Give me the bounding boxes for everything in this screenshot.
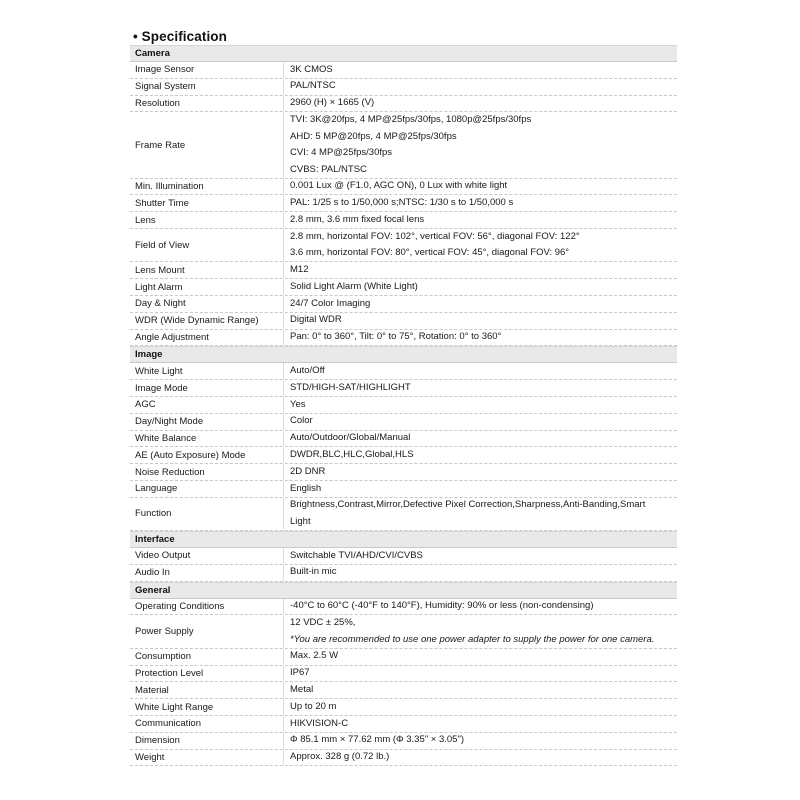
spec-row <box>130 62 677 79</box>
spec-label: Lens Mount <box>130 262 284 278</box>
spec-value-line: Up to 20 m <box>290 700 337 712</box>
spec-value <box>284 750 677 766</box>
spec-label: Resolution <box>130 96 284 112</box>
spec-value <box>284 565 677 581</box>
spec-value-line: 2D DNR <box>290 465 326 477</box>
spec-value <box>284 548 677 564</box>
spec-value-line: TVI: 3K@20fps, 4 MP@25fps/30fps, 1080p@25fps/30fps <box>290 114 532 126</box>
spec-label: Power Supply <box>130 615 284 647</box>
spec-row <box>130 96 677 113</box>
spec-value <box>284 262 677 278</box>
spec-label: Material <box>130 682 284 698</box>
spec-row <box>130 666 677 683</box>
spec-row <box>130 565 677 582</box>
spec-value-line: 0.001 Lux @ (F1.0, AGC ON), 0 Lux with white light <box>290 180 508 192</box>
spec-row <box>130 733 677 750</box>
spec-note: *You are recommended to use one power adapter to supply the power for one camera. <box>290 633 655 645</box>
spec-value-line: Digital WDR <box>290 314 342 326</box>
spec-value <box>284 313 677 329</box>
spec-value-line: Yes <box>290 398 306 410</box>
section-header-camera: Camera <box>130 45 677 62</box>
spec-value <box>284 414 677 430</box>
spec-value-line: 2.8 mm, 3.6 mm fixed focal lens <box>290 213 425 225</box>
spec-value-line: Pan: 0° to 360°, Tilt: 0° to 75°, Rotation: 0° to 360° <box>290 331 502 343</box>
spec-value-line: Built-in mic <box>290 566 337 578</box>
spec-label: White Light <box>130 363 284 379</box>
spec-label: Function <box>130 498 284 530</box>
spec-value-line: Light <box>290 515 311 527</box>
spec-value-line: CVI: 4 MP@25fps/30fps <box>290 147 393 159</box>
spec-value-line: Auto/Outdoor/Global/Manual <box>290 432 411 444</box>
spec-row <box>130 380 677 397</box>
spec-row <box>130 179 677 196</box>
spec-label: Shutter Time <box>130 195 284 211</box>
spec-value-line: DWDR,BLC,HLC,Global,HLS <box>290 449 414 460</box>
spec-value <box>284 380 677 396</box>
spec-label: Min. Illumination <box>130 179 284 195</box>
spec-label: White Light Range <box>130 699 284 715</box>
spec-row <box>130 599 677 616</box>
spec-value <box>284 431 677 447</box>
spec-value <box>284 330 677 346</box>
spec-row <box>130 212 677 229</box>
spec-value <box>284 481 677 497</box>
spec-value-line: Color <box>290 415 313 427</box>
spec-value <box>284 682 677 698</box>
spec-row <box>130 682 677 699</box>
spec-label: Audio In <box>130 565 284 581</box>
spec-value <box>284 112 677 177</box>
spec-value-line: 24/7 Color Imaging <box>290 297 371 309</box>
specification-table <box>130 45 677 766</box>
spec-row <box>130 464 677 481</box>
spec-row <box>130 716 677 733</box>
spec-value-line: CVBS: PAL/NTSC <box>290 163 367 175</box>
spec-label: Consumption <box>130 649 284 665</box>
spec-row <box>130 397 677 414</box>
spec-label: Day/Night Mode <box>130 414 284 430</box>
spec-label: Field of View <box>130 229 284 261</box>
spec-row <box>130 262 677 279</box>
spec-value <box>284 279 677 295</box>
spec-value-line: 3.6 mm, horizontal FOV: 80°, vertical FOV: 45°, diagonal FOV: 96° <box>290 247 570 259</box>
spec-value <box>284 464 677 480</box>
spec-label: Lens <box>130 212 284 228</box>
spec-value-line: AHD: 5 MP@20fps, 4 MP@25fps/30fps <box>290 130 457 142</box>
spec-value <box>284 229 677 261</box>
spec-row <box>130 363 677 380</box>
spec-row <box>130 548 677 565</box>
spec-row <box>130 79 677 96</box>
spec-value <box>284 397 677 413</box>
spec-label: Operating Conditions <box>130 599 284 615</box>
spec-value-line: 2960 (H) × 1665 (V) <box>290 97 375 109</box>
spec-value <box>284 666 677 682</box>
spec-value-line: Approx. 328 g (0.72 lb.) <box>290 751 390 763</box>
spec-value <box>284 79 677 95</box>
spec-value <box>284 212 677 228</box>
spec-value <box>284 447 677 463</box>
spec-value <box>284 96 677 112</box>
spec-value-line: -40°C to 60°C (-40°F to 140°F), Humidity: 90% or less (non-condensing) <box>290 600 594 612</box>
section-header-image: Image <box>130 346 677 363</box>
spec-value-line: 3K CMOS <box>290 63 333 75</box>
spec-value <box>284 498 677 530</box>
spec-label: Dimension <box>130 733 284 749</box>
spec-label: Language <box>130 481 284 497</box>
spec-value-line: Brightness,Contrast,Mirror,Defective Pixel Correction,Sharpness,Anti-Banding,Smart <box>290 499 646 511</box>
spec-value <box>284 649 677 665</box>
spec-value-line: 12 VDC ± 25%, <box>290 617 356 629</box>
spec-row <box>130 699 677 716</box>
spec-row <box>130 279 677 296</box>
spec-value-line: Φ 85.1 mm × 77.62 mm (Φ 3.35" × 3.05") <box>290 734 464 746</box>
spec-label: Noise Reduction <box>130 464 284 480</box>
spec-label: Image Mode <box>130 380 284 396</box>
spec-value <box>284 699 677 715</box>
spec-label: Light Alarm <box>130 279 284 295</box>
spec-label: WDR (Wide Dynamic Range) <box>130 313 284 329</box>
spec-value <box>284 599 677 615</box>
spec-value-line: English <box>290 482 322 494</box>
spec-row <box>130 447 677 464</box>
section-header-general: General <box>130 582 677 599</box>
spec-label: Video Output <box>130 548 284 564</box>
spec-label: Angle Adjustment <box>130 330 284 346</box>
spec-value-line: HIKVISION-C <box>290 717 349 729</box>
spec-label: AGC <box>130 397 284 413</box>
spec-value <box>284 179 677 195</box>
spec-label: Signal System <box>130 79 284 95</box>
spec-value-line: PAL: 1/25 s to 1/50,000 s;NTSC: 1/30 s to 1/50,000 s <box>290 197 514 209</box>
spec-value <box>284 296 677 312</box>
spec-row <box>130 112 677 178</box>
spec-value-line: PAL/NTSC <box>290 80 336 92</box>
spec-value <box>284 62 677 78</box>
spec-value-line: Max. 2.5 W <box>290 650 339 662</box>
spec-value-line: Auto/Off <box>290 365 325 377</box>
spec-value <box>284 733 677 749</box>
spec-value <box>284 716 677 732</box>
spec-value-line: STD/HIGH-SAT/HIGHLIGHT <box>290 381 411 393</box>
spec-value-line: M12 <box>290 264 309 276</box>
spec-value-line: Switchable TVI/AHD/CVI/CVBS <box>290 549 423 561</box>
spec-value-line: Solid Light Alarm (White Light) <box>290 280 418 292</box>
spec-row <box>130 195 677 212</box>
spec-label: Frame Rate <box>130 112 284 177</box>
spec-label: Weight <box>130 750 284 766</box>
spec-label: Communication <box>130 716 284 732</box>
spec-row <box>130 615 677 648</box>
spec-row <box>130 431 677 448</box>
spec-label: Protection Level <box>130 666 284 682</box>
spec-value <box>284 615 677 647</box>
spec-row <box>130 649 677 666</box>
spec-label: AE (Auto Exposure) Mode <box>130 447 284 463</box>
page-title: • Specification <box>133 29 227 44</box>
spec-value-line: IP67 <box>290 667 310 679</box>
spec-row <box>130 229 677 262</box>
spec-value-line: Metal <box>290 683 314 695</box>
section-header-interface: Interface <box>130 531 677 548</box>
spec-label: White Balance <box>130 431 284 447</box>
spec-value-line: 2.8 mm, horizontal FOV: 102°, vertical FOV: 56°, diagonal FOV: 122° <box>290 230 580 242</box>
spec-row <box>130 414 677 431</box>
spec-row <box>130 296 677 313</box>
spec-row <box>130 481 677 498</box>
spec-row <box>130 750 677 767</box>
spec-value <box>284 195 677 211</box>
spec-value <box>284 363 677 379</box>
spec-row <box>130 498 677 531</box>
spec-label: Day & Night <box>130 296 284 312</box>
spec-row <box>130 330 677 347</box>
spec-label: Image Sensor <box>130 62 284 78</box>
spec-row <box>130 313 677 330</box>
